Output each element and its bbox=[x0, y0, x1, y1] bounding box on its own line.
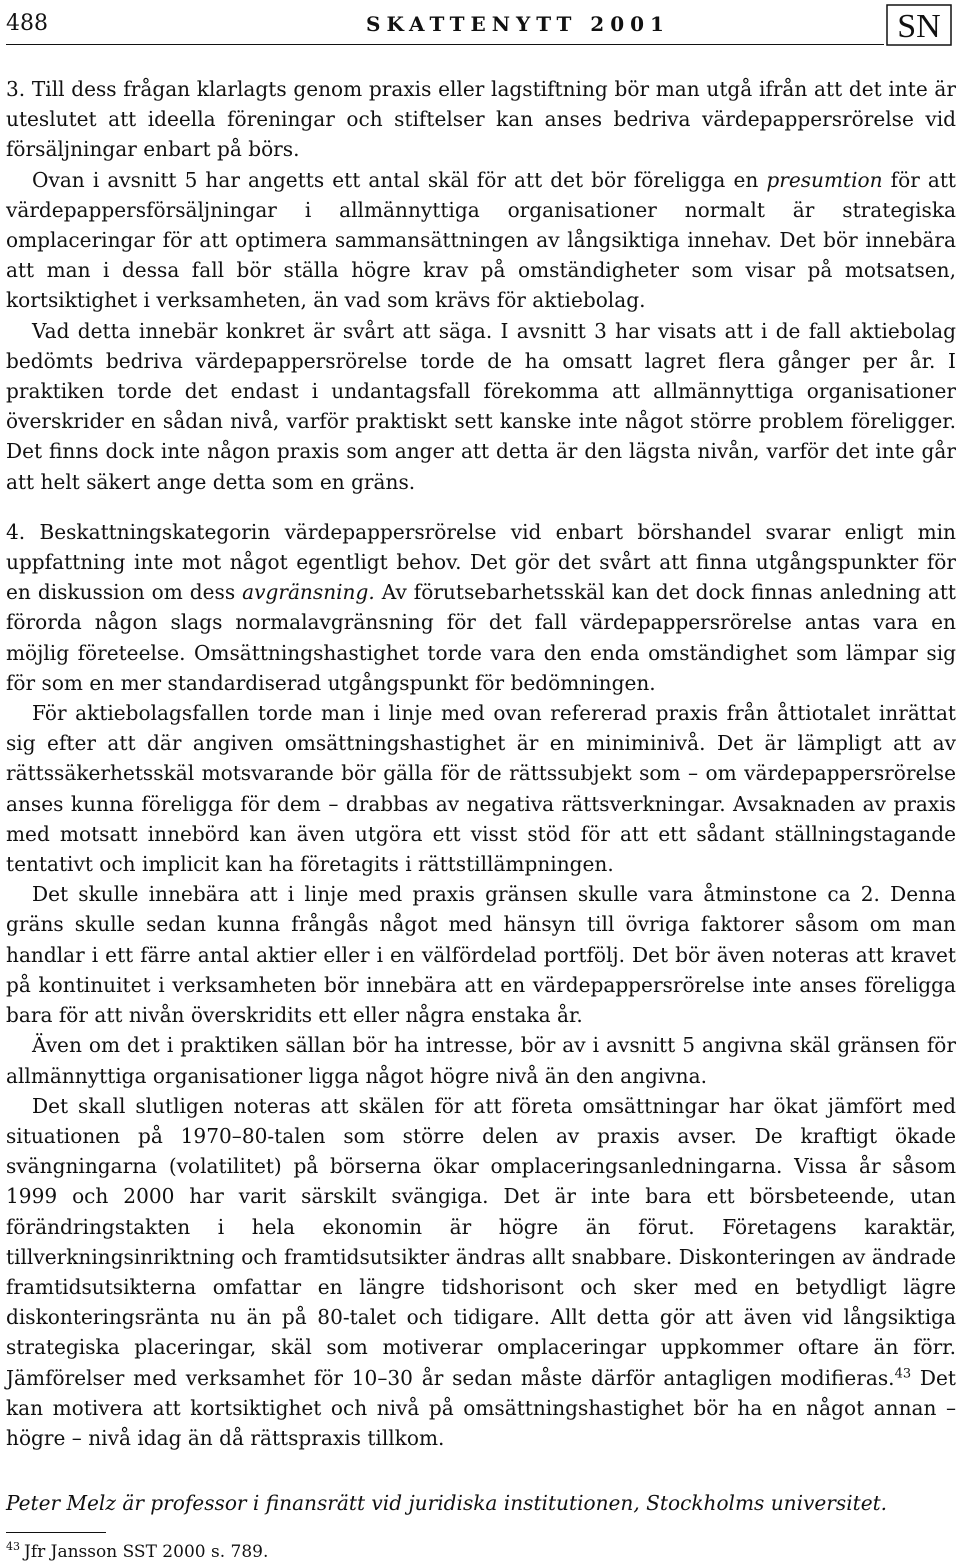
footnote bbox=[6, 1540, 268, 1564]
footnote-reference[interactable]: 43 bbox=[894, 1365, 912, 1381]
page-header bbox=[6, 6, 956, 48]
paragraph-conclusion-4: 4. Beskattningskategorin värdepappersrörelse vid enbart börshandel svarar enligt min uppfattning inte mot något egentligt behov. Det gör det svårt att finna utgångspunkter för en diskussion om dess avgränsning. Av förutsebarhetsskäl kan det dock finnas anledning att förorda någon slags normalavgränsning för det fall värdepappersrörelse antas vara en möjlig företeelse. Omsättningshastighet torde vara den enda omständighet som lämpar sig för som en mer standardiserad utgångspunkt för bedömningen. bbox=[6, 519, 956, 695]
emphasis-avgransning: avgränsning. bbox=[242, 580, 375, 605]
paragraph-aktiebolag: För aktiebolagsfallen torde man i linje med ovan refererad praxis från åttiotalet inrättat sig efter att där angiven omsättningshastighet är en miniminivå. Det är lämpligt att av rättssäkerhetsskäl motsvarande bör gälla för de rättssubjekt som – om värdepappersrörelse anses kunna föreligga för dem – drabbas av negativa rättsverkningar. Avsaknaden av praxis med motsatt innebörd kan även utgöra ett visst stöd för att ett sådant ställningstagande tentativt och implicit kan ha företagits i rättstillämpningen. bbox=[6, 701, 956, 877]
paragraph-slutligen: Det skall slutligen noteras att skälen för att företa omsättningar har ökat jämfört med situationen på 1970–80-talen som större delen av praxis avser. De kraftigt ökade svängningarna (volatilitet) på börserna ökar omplaceringsanledningarna. Vissa år såsom 1999 och 2000 har varit särskilt svängiga. Det är inte bara ett börsbeteende, utan förändringstakten i hela ekonomin är högre än förut. Företagens karaktär, tillverkningsinriktning och framtidsutsikter ändras allt snabbare. Diskonteringen av ändrade framtidsutsikterna omfattar en längre tidshorisont och sker med en betydligt lägre diskonteringsränta nu än på 80-talet och tidigare. Allt detta gör att även vid långsiktiga strategiska placeringar, skäl som motiverar omplaceringar uppkommer oftare än förr. Jämförelser med verksamhet för 10–30 år sedan måste därför antagligen modifieras.$^{43}$ Det kan motivera att kortsiktighet och nivå på omsättningshastighet bör ha en något annan – högre – nivå idag än då rättspraxis tillkom. bbox=[6, 1093, 956, 1450]
paragraph-presumption: Ovan i avsnitt 5 har angetts ett antal skäl för att det bör föreligga en presumtion för att värdepappersförsäljningar i allmännyttiga organisationer normalt är strategiska omplaceringar för att optimera sammansättningen av långsiktiga innehav. Det bör innebära att man i dessa fall bör ställa högre krav på omständigheter som visar på motsatsen, kortsiktighet i verksamheten, än vad som krävs för aktiebolag. bbox=[6, 167, 957, 313]
emphasis-presumtion: presumtion bbox=[766, 167, 883, 192]
paragraph-concrete-meaning: Vad detta innebär konkret är svårt att säga. I avsnitt 3 har visats att i de fall aktiebolag bedömts bedriva värdepappersrörelse torde de ha omsatt lagret flera gånger per år. I praktiken torde det endast i undantagsfall förekomma att allmännyttiga organisationer överskrider en sådan nivå, varför praktiskt sett kanske inte något större problem föreligger. Det finns dock inte någon praxis som anger att detta är den lägsta nivån, varför det inte går att helt säkert ange detta som en gräns. bbox=[6, 318, 956, 494]
logo-text: SN bbox=[897, 8, 941, 45]
sn-logo bbox=[886, 4, 952, 46]
article-body bbox=[6, 74, 956, 1453]
author-byline: Peter Melz är professor i finansrätt vid juridiska institutionen, Stockholms universitet. bbox=[6, 1491, 888, 1515]
footnote-rule bbox=[6, 1532, 106, 1533]
footnote-text: Jfr Jansson SST 2000 s. 789. bbox=[24, 1542, 269, 1562]
footnote-number: 43 bbox=[6, 1540, 20, 1554]
journal-title: SKATTENYTT 2001 bbox=[366, 12, 670, 36]
paragraph-grans: Det skulle innebära att i linje med praxis gränsen skulle vara åtminstone ca 2. Denna gräns skulle sedan kunna frångås något med hänsyn till övriga faktorer såsom om man handlar i ett färre antal aktier eller i en välfördelad portfölj. Det bör även noteras att kravet på kontinuitet i verksamheten bör innebära att en värdepappersrörelse inte anses föreligga bara för att nivån överskridits ett eller några enstaka år. bbox=[6, 882, 956, 1028]
header-rule bbox=[6, 44, 884, 45]
paragraph-allmannyttiga: Även om det i praktiken sällan bör ha intresse, bör av i avsnitt 5 angivna skäl gränsen för allmännyttiga organisationer ligga något högre nivå än den angivna. bbox=[6, 1033, 956, 1088]
page-number: 488 bbox=[6, 11, 48, 36]
paragraph-conclusion-3: 3. Till dess frågan klarlagts genom praxis eller lagstiftning bör man utgå ifrån att det inte är uteslutet att ideella föreningar och stiftelser kan anses bedriva värdepappersrörelse vid försäljningar enbart på börs. bbox=[6, 77, 956, 162]
